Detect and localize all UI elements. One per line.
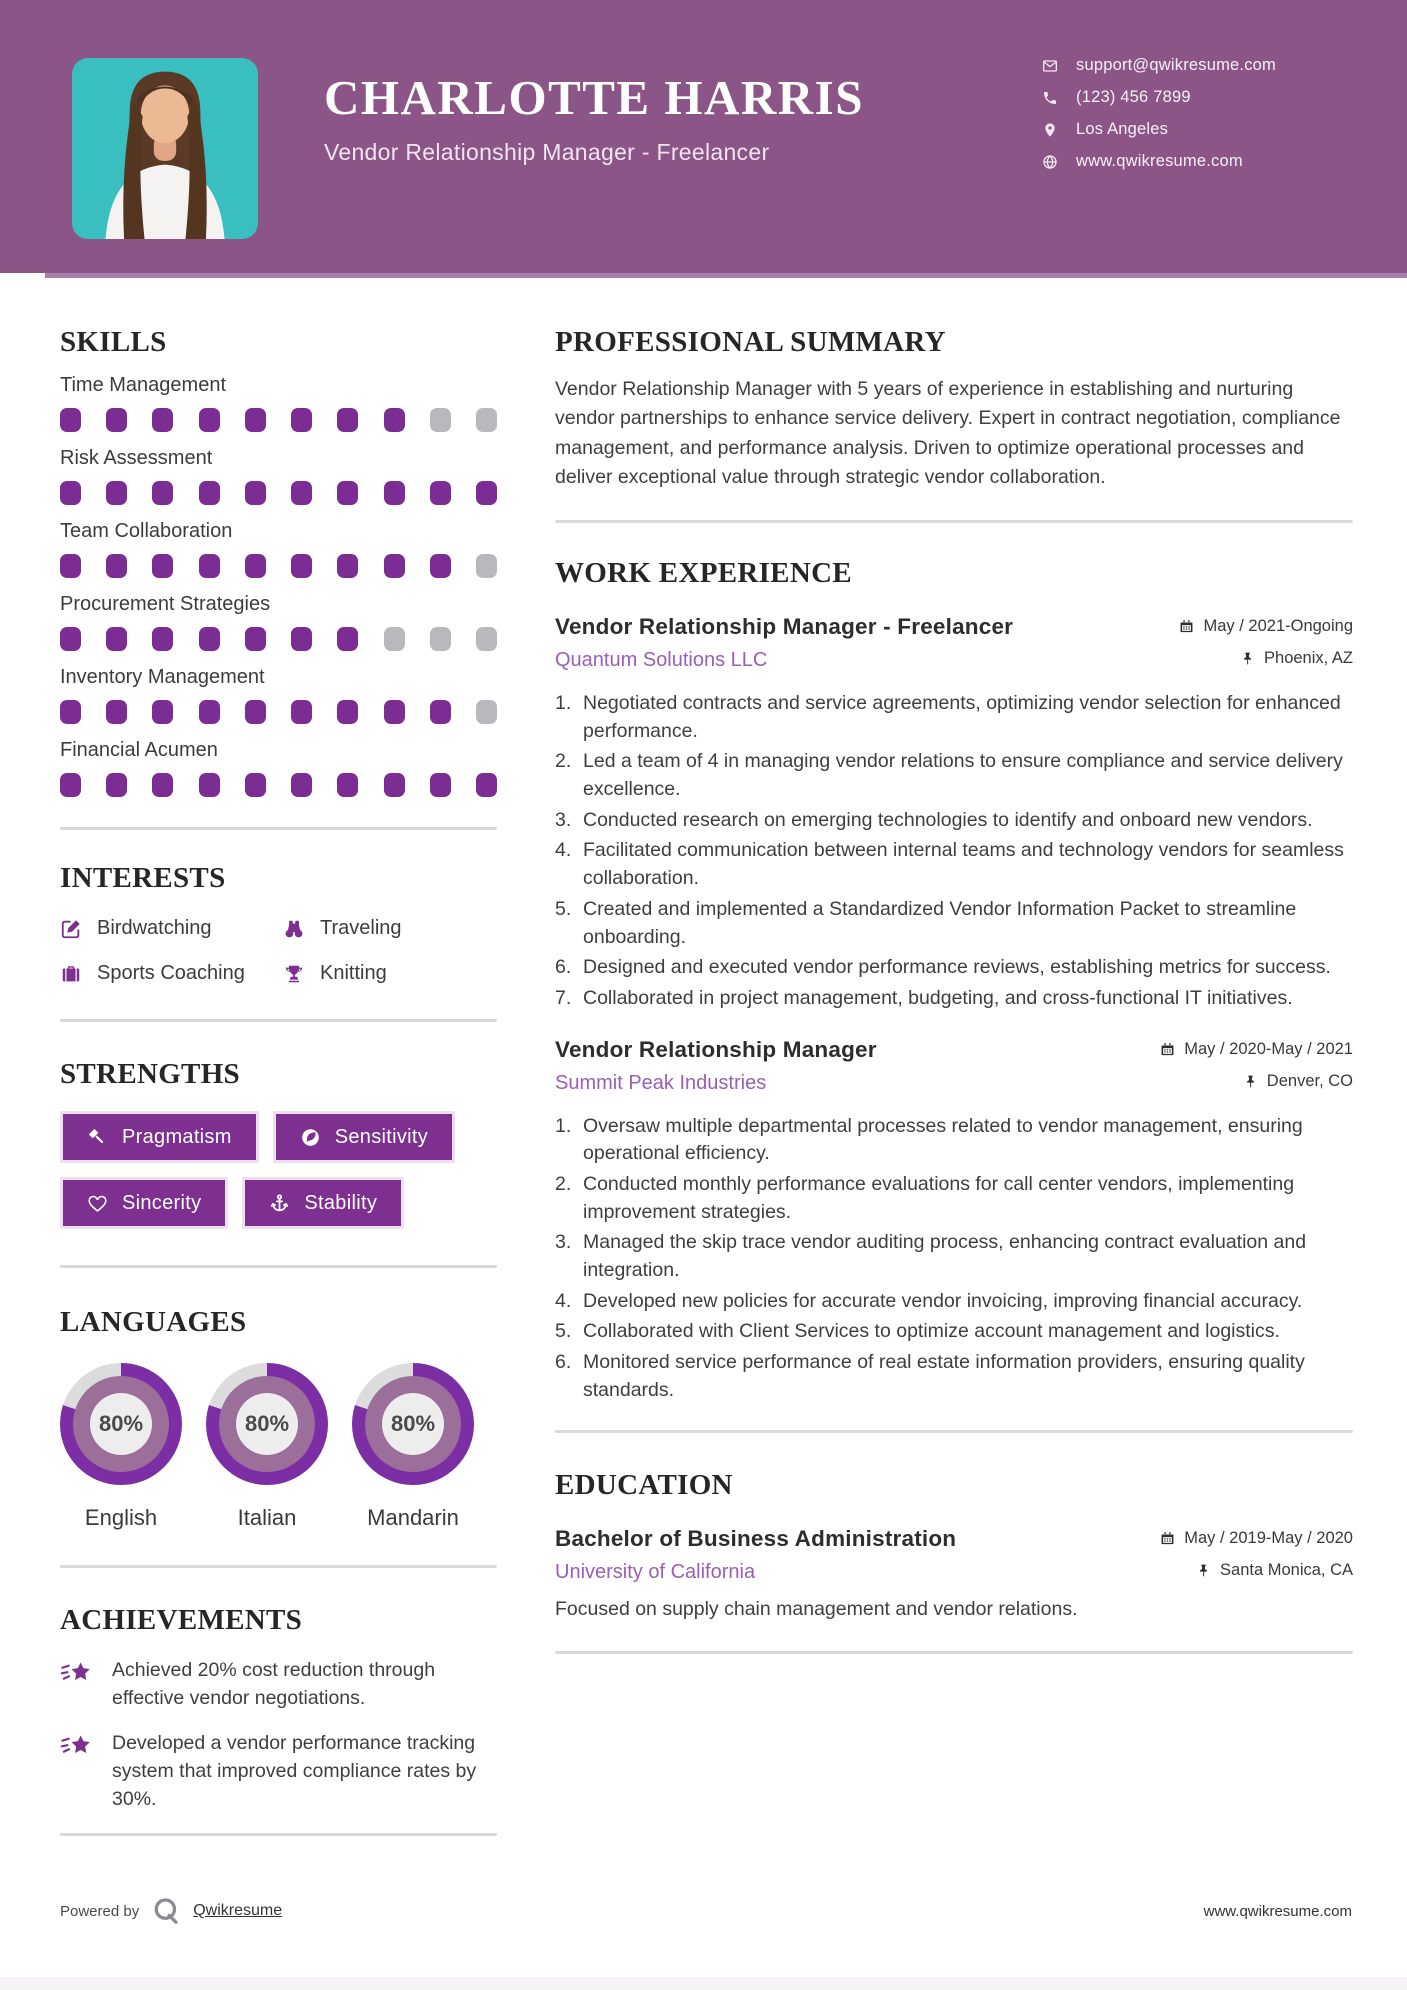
bullet-text: Created and implemented a Standardized Vendor Information Packet to streamline onboarding. [583, 897, 1297, 948]
strength-label: Sincerity [122, 1191, 202, 1214]
languages-heading: LANGUAGES [60, 1306, 247, 1338]
contact-text: Los Angeles [1076, 120, 1169, 138]
bullet-text: Collaborated in project management, budgeting, and cross-functional IT initiatives. [583, 986, 1293, 1009]
binoculars-icon [283, 918, 305, 940]
interest-label: Knitting [320, 962, 387, 984]
skill-dot-filled [430, 554, 451, 578]
globe-icon [1042, 154, 1058, 170]
skill-dot-filled [199, 627, 220, 651]
bullet-number: 5. [555, 1320, 572, 1343]
job-title: Vendor Relationship Manager [555, 1036, 877, 1062]
skill-level-meter [60, 554, 497, 578]
skill-dot-filled [245, 627, 266, 651]
job-location [1243, 1072, 1353, 1091]
skill-name: Time Management [60, 374, 226, 396]
interest-item [283, 917, 497, 940]
divider [60, 827, 497, 830]
job-bullet [555, 1318, 1353, 1346]
skill-dot-filled [291, 408, 312, 432]
contact-item[interactable] [1042, 120, 1276, 139]
skill-item [60, 593, 497, 651]
location-pin-icon [1042, 122, 1058, 138]
education-note: Focused on supply chain management and vendor relations. [555, 1598, 1078, 1621]
job-bullet [555, 690, 1353, 745]
education-date: May / 2019-May / 2020 [1184, 1529, 1353, 1548]
skill-dot-filled [384, 554, 405, 578]
skill-dot-filled [337, 700, 358, 724]
jobs-list [555, 614, 1353, 1404]
page-bottom-edge [0, 1977, 1407, 1990]
footer [60, 1896, 1352, 1926]
job-title: Vendor Relationship Manager - Freelancer [555, 614, 1014, 639]
skill-dot-filled [476, 481, 497, 505]
experience-heading: WORK EXPERIENCE [555, 557, 852, 589]
contact-text: www.qwikresume.com [1076, 152, 1243, 170]
language-item [206, 1363, 328, 1531]
strength-label: Stability [304, 1191, 378, 1214]
contact-item[interactable] [1042, 56, 1276, 75]
bullet-number: 2. [555, 1172, 572, 1195]
education-location: Santa Monica, CA [1220, 1561, 1353, 1580]
skill-dot-filled [152, 700, 173, 724]
skill-dot-filled [106, 408, 127, 432]
skill-dot-filled [337, 627, 358, 651]
divider [60, 1019, 497, 1022]
skill-dot-empty [384, 627, 405, 651]
qwikresume-logo-icon [151, 1896, 181, 1926]
skill-level-meter [60, 773, 497, 797]
job-bullet [555, 1113, 1353, 1168]
summary-heading: PROFESSIONAL SUMMARY [555, 326, 946, 358]
education-heading: EDUCATION [555, 1469, 733, 1502]
header [0, 0, 1407, 273]
skill-dot-empty [476, 408, 497, 432]
achievement-item [60, 1730, 497, 1813]
donut-center [382, 1393, 444, 1455]
skill-dot-filled [337, 481, 358, 505]
skill-dot-empty [476, 700, 497, 724]
skill-dot-filled [430, 481, 451, 505]
strengths-heading: STRENGTHS [60, 1058, 240, 1090]
name-block [324, 72, 864, 166]
skill-dot-filled [106, 773, 127, 797]
interest-item [283, 962, 497, 985]
skill-dot-filled [60, 700, 81, 724]
skill-dot-filled [152, 481, 173, 505]
language-name: Italian [237, 1505, 297, 1530]
interest-item [60, 962, 283, 985]
header-accent-line [45, 273, 1407, 278]
skill-name: Risk Assessment [60, 447, 213, 469]
skill-dot-filled [384, 773, 405, 797]
avatar [72, 58, 258, 239]
bullet-number: 4. [555, 839, 572, 862]
pushpin-icon [1196, 1563, 1211, 1578]
achievements-list [60, 1657, 497, 1813]
skill-dot-filled [291, 481, 312, 505]
skills-heading: SKILLS [60, 326, 167, 358]
bullet-number: 2. [555, 750, 572, 773]
divider [60, 1265, 497, 1268]
right-column [555, 300, 1353, 1654]
contact-list [1042, 56, 1276, 171]
bullet-text: Led a team of 4 in managing vendor relations to ensure compliance and service delivery excellence. [583, 750, 1343, 801]
job-bullet [555, 985, 1353, 1013]
skill-dot-filled [60, 481, 81, 505]
skill-item [60, 374, 497, 432]
interest-item [60, 917, 283, 940]
skill-dot-filled [245, 700, 266, 724]
skill-dot-filled [430, 773, 451, 797]
skill-dot-filled [199, 554, 220, 578]
job-bullet [555, 807, 1353, 835]
bullet-number: 4. [555, 1289, 572, 1312]
skill-level-meter [60, 700, 497, 724]
skill-dot-empty [430, 627, 451, 651]
achievements-heading: ACHIEVEMENTS [60, 1604, 303, 1636]
job-location-text: Phoenix, AZ [1264, 649, 1353, 667]
job-bullet-list [555, 690, 1353, 1013]
job-entry [555, 614, 1353, 1013]
bullet-text: Conducted monthly performance evaluations for call center vendors, implementing improvement strategies. [583, 1172, 1295, 1223]
bullet-number: 7. [555, 986, 572, 1009]
strength-badge [60, 1177, 228, 1229]
language-donut-chart [60, 1363, 182, 1485]
skill-name: Inventory Management [60, 666, 265, 688]
education-entry [555, 1526, 1353, 1621]
skill-dot-filled [245, 408, 266, 432]
language-donut-chart [206, 1363, 328, 1485]
skill-dot-filled [106, 627, 127, 651]
skill-dot-filled [60, 773, 81, 797]
skill-dot-filled [245, 481, 266, 505]
skill-dot-empty [476, 627, 497, 651]
skill-dot-filled [337, 773, 358, 797]
language-item [60, 1363, 182, 1531]
language-percent: 80% [244, 1411, 290, 1436]
language-donut-chart [352, 1363, 474, 1485]
job-bullet [555, 1171, 1353, 1226]
job-bullet [555, 1288, 1353, 1316]
job-bullet-list [555, 1113, 1353, 1405]
skill-dot-filled [476, 773, 497, 797]
anchor-icon [269, 1193, 290, 1214]
skill-dot-filled [291, 554, 312, 578]
bullet-text: Oversaw multiple departmental processes related to vendor management, ensuring operational efficiency. [583, 1114, 1303, 1165]
skill-dot-filled [106, 554, 127, 578]
bullet-text: Facilitated communication between internal teams and technology vendors for seamless collaboration. [583, 839, 1344, 890]
bullet-text: Collaborated with Client Services to optimize account management and logistics. [583, 1320, 1280, 1343]
bullet-text: Monitored service performance of real estate information providers, ensuring quality standards. [583, 1351, 1305, 1401]
donut-center [236, 1393, 298, 1455]
strength-label: Sensitivity [334, 1125, 429, 1148]
job-date [1160, 1040, 1353, 1059]
person-name: CHARLOTTE HARRIS [324, 70, 864, 125]
languages-list [60, 1363, 497, 1531]
skill-dot-filled [152, 773, 173, 797]
shooting-star-icon [60, 1659, 94, 1689]
skill-dot-filled [384, 700, 405, 724]
skill-dot-filled [152, 554, 173, 578]
bullet-number: 1. [555, 692, 572, 714]
leaf-icon [300, 1127, 321, 1148]
skill-name: Team Collaboration [60, 520, 233, 542]
job-company: Summit Peak Industries [555, 1071, 767, 1094]
gavel-icon [87, 1127, 108, 1148]
powered-by-label: Powered by [60, 1902, 140, 1920]
bullet-number: 3. [555, 1231, 572, 1254]
skill-dot-filled [199, 700, 220, 724]
skill-dot-filled [60, 408, 81, 432]
language-name: English [84, 1505, 158, 1530]
bullet-number: 6. [555, 956, 572, 979]
divider [555, 1651, 1353, 1654]
heart-icon [87, 1193, 108, 1214]
footer-site-link[interactable]: www.qwikresume.com [1203, 1902, 1352, 1920]
skill-dot-empty [430, 408, 451, 432]
skill-item [60, 520, 497, 578]
job-location-text: Denver, CO [1266, 1071, 1353, 1090]
calendar-icon [1160, 1042, 1175, 1057]
trophy-icon [283, 963, 305, 985]
language-percent: 80% [390, 1411, 436, 1436]
pushpin-icon [1240, 651, 1255, 666]
skill-dot-empty [476, 554, 497, 578]
skill-level-meter [60, 408, 497, 432]
donut-center [90, 1393, 152, 1455]
skill-dot-filled [106, 700, 127, 724]
skill-level-meter [60, 627, 497, 651]
job-bullet [555, 748, 1353, 803]
divider [555, 1430, 1353, 1433]
skills-list [60, 374, 497, 797]
skill-name: Procurement Strategies [60, 593, 271, 615]
skill-dot-filled [60, 627, 81, 651]
strength-label: Pragmatism [122, 1125, 232, 1148]
achievement-text: Developed a vendor performance tracking system that improved compliance rates by 30%. [112, 1732, 477, 1810]
skill-name: Financial Acumen [60, 739, 218, 761]
divider [555, 520, 1353, 523]
contact-item[interactable] [1042, 88, 1276, 107]
pushpin-icon [1243, 1074, 1258, 1089]
powered-by [60, 1896, 282, 1926]
skill-dot-filled [199, 481, 220, 505]
job-bullet [555, 954, 1353, 982]
divider [60, 1565, 497, 1568]
skill-item [60, 739, 497, 797]
profile-photo [72, 58, 258, 239]
job-bullet [555, 896, 1353, 951]
bullet-text: Conducted research on emerging technologies to identify and onboard new vendors. [583, 808, 1313, 831]
skill-dot-filled [384, 408, 405, 432]
bullet-text: Developed new policies for accurate vendor invoicing, improving financial accuracy. [583, 1289, 1303, 1312]
skill-dot-filled [291, 700, 312, 724]
skill-dot-filled [199, 773, 220, 797]
bullet-number: 1. [555, 1114, 572, 1137]
contact-item[interactable] [1042, 152, 1276, 171]
calendar-icon [1160, 1531, 1175, 1546]
strength-badge [60, 1111, 259, 1163]
job-company: Quantum Solutions LLC [555, 649, 768, 671]
job-date-text: May / 2021-Ongoing [1203, 617, 1353, 635]
skill-dot-filled [291, 627, 312, 651]
skill-dot-filled [384, 481, 405, 505]
interests-heading: INTERESTS [60, 862, 226, 894]
skill-dot-filled [199, 408, 220, 432]
bullet-number: 5. [555, 897, 572, 920]
achievement-text: Achieved 20% cost reduction through effective vendor negotiations. [112, 1659, 436, 1709]
interest-label: Traveling [320, 917, 402, 939]
skill-dot-filled [337, 554, 358, 578]
strengths-list [60, 1111, 500, 1229]
interests-list [60, 917, 497, 985]
strength-badge [242, 1177, 404, 1229]
job-location [1240, 649, 1353, 668]
left-column [60, 300, 497, 1836]
language-name: Mandarin [367, 1505, 459, 1530]
bullet-number: 6. [555, 1351, 572, 1374]
skill-dot-filled [430, 700, 451, 724]
degree-title: Bachelor of Business Administration [555, 1526, 957, 1552]
interest-label: Sports Coaching [97, 962, 245, 984]
institution-name: University of California [555, 1561, 756, 1584]
language-percent: 80% [98, 1411, 144, 1436]
job-bullet [555, 837, 1353, 892]
bullet-text: Designed and executed vendor performance reviews, establishing metrics for success. [583, 956, 1331, 979]
skill-dot-filled [245, 773, 266, 797]
skill-item [60, 447, 497, 505]
strength-badge [273, 1111, 455, 1163]
skill-dot-filled [106, 481, 127, 505]
skill-dot-filled [245, 554, 266, 578]
divider [60, 1833, 497, 1836]
skill-level-meter [60, 481, 497, 505]
bullet-number: 3. [555, 808, 572, 831]
job-bullet [555, 1229, 1353, 1284]
envelope-icon [1042, 58, 1058, 74]
calendar-icon [1179, 619, 1194, 634]
contact-text: support@qwikresume.com [1076, 56, 1276, 74]
qwikresume-link[interactable]: Qwikresume [193, 1902, 283, 1919]
skill-dot-filled [152, 408, 173, 432]
interest-label: Birdwatching [97, 917, 212, 939]
job-date [1179, 617, 1353, 636]
phone-icon [1042, 90, 1058, 106]
person-title: Vendor Relationship Manager - Freelancer [324, 139, 770, 166]
job-date-text: May / 2020-May / 2021 [1184, 1039, 1353, 1058]
language-item [352, 1363, 474, 1531]
pen-square-icon [60, 918, 82, 940]
bullet-text: Managed the skip trace vendor auditing process, enhancing contract evaluation and integration. [583, 1231, 1307, 1281]
achievement-item [60, 1657, 497, 1712]
bullet-text: Negotiated contracts and service agreements, optimizing vendor selection for enhanced performance. [583, 692, 1341, 742]
skill-dot-filled [337, 408, 358, 432]
skill-dot-filled [291, 773, 312, 797]
contact-text: (123) 456 7899 [1076, 88, 1191, 106]
summary-text: Vendor Relationship Manager with 5 years of experience in establishing and nurturing vendor partnerships to enhance service delivery. Expert in contract negotiation, compliance management, and performance analysis. Driven to optimize operational processes and deliver exceptional value through strategic vendor collaboration. [555, 378, 1341, 488]
shooting-star-icon [60, 1732, 94, 1762]
briefcase-icon [60, 963, 82, 985]
skill-dot-filled [60, 554, 81, 578]
skill-dot-filled [152, 627, 173, 651]
job-entry [555, 1037, 1353, 1405]
skill-item [60, 666, 497, 724]
job-bullet [555, 1349, 1353, 1404]
